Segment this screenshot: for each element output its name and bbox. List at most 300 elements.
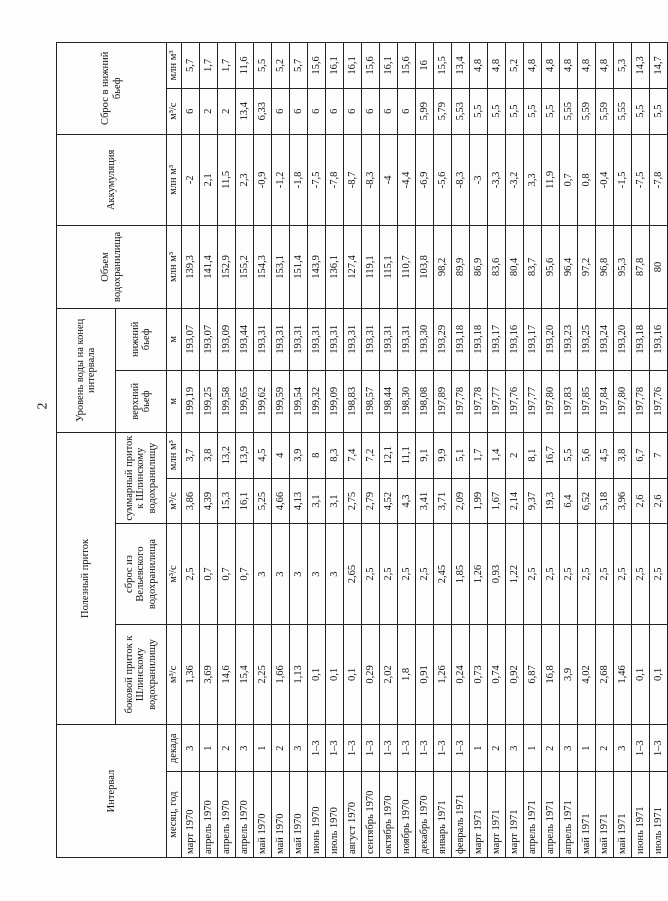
rotated-sheet bbox=[56, 42, 664, 858]
cell-discharge-velye: 2,5 bbox=[398, 524, 416, 624]
header-reservoir-volume: Объем водохранилища bbox=[57, 226, 167, 309]
table-row bbox=[596, 43, 614, 858]
cell-lower-pool: 193,07 bbox=[182, 308, 200, 370]
table-row bbox=[524, 43, 542, 858]
cell-total-inflow-volume: 5,6 bbox=[578, 432, 596, 478]
cell-upper-pool: 197,78 bbox=[632, 370, 650, 432]
table-row bbox=[308, 43, 326, 858]
cell-discharge-flow: 13,4 bbox=[236, 88, 254, 134]
cell-upper-pool: 198,57 bbox=[362, 370, 380, 432]
cell-month: март 1971 bbox=[506, 772, 524, 858]
table-row bbox=[254, 43, 272, 858]
cell-accumulation: -0,4 bbox=[596, 134, 614, 226]
cell-discharge-velye: 3 bbox=[290, 524, 308, 624]
cell-reservoir-volume: 153,1 bbox=[272, 226, 290, 309]
cell-discharge-flow: 5,59 bbox=[578, 88, 596, 134]
cell-decade: 1–3 bbox=[308, 725, 326, 772]
cell-decade: 2 bbox=[596, 725, 614, 772]
cell-accumulation: -7,8 bbox=[650, 134, 668, 226]
cell-upper-pool: 197,80 bbox=[614, 370, 632, 432]
cell-reservoir-volume: 95,3 bbox=[614, 226, 632, 309]
cell-discharge-volume: 16,1 bbox=[344, 43, 362, 89]
cell-side-inflow: 1,13 bbox=[290, 624, 308, 724]
cell-side-inflow: 1,66 bbox=[272, 624, 290, 724]
cell-reservoir-volume: 154,3 bbox=[254, 226, 272, 309]
cell-total-inflow-flow: 9,37 bbox=[524, 478, 542, 524]
cell-total-inflow-flow: 19,3 bbox=[542, 478, 560, 524]
cell-upper-pool: 197,80 bbox=[542, 370, 560, 432]
cell-upper-pool: 199,65 bbox=[236, 370, 254, 432]
cell-upper-pool: 198,30 bbox=[398, 370, 416, 432]
table-row bbox=[326, 43, 344, 858]
cell-lower-pool: 193,31 bbox=[344, 308, 362, 370]
cell-discharge-volume: 4,8 bbox=[596, 43, 614, 89]
cell-decade: 3 bbox=[560, 725, 578, 772]
cell-lower-pool: 193,17 bbox=[524, 308, 542, 370]
cell-upper-pool: 199,58 bbox=[218, 370, 236, 432]
cell-discharge-velye: 2,5 bbox=[650, 524, 668, 624]
cell-discharge-flow: 6 bbox=[326, 88, 344, 134]
header-discharge-lower: Сброс в нижний бьеф bbox=[57, 43, 167, 135]
cell-reservoir-volume: 143,9 bbox=[308, 226, 326, 309]
cell-discharge-volume: 16 bbox=[416, 43, 434, 89]
cell-accumulation: -8,7 bbox=[344, 134, 362, 226]
cell-upper-pool: 197,78 bbox=[470, 370, 488, 432]
cell-side-inflow: 14,6 bbox=[218, 624, 236, 724]
cell-accumulation: 2,3 bbox=[236, 134, 254, 226]
cell-lower-pool: 193,20 bbox=[614, 308, 632, 370]
cell-upper-pool: 199,62 bbox=[254, 370, 272, 432]
cell-discharge-velye: 2,5 bbox=[632, 524, 650, 624]
cell-accumulation: 2,1 bbox=[200, 134, 218, 226]
cell-discharge-volume: 5,2 bbox=[272, 43, 290, 89]
cell-discharge-flow: 5,5 bbox=[524, 88, 542, 134]
cell-decade: 1–3 bbox=[650, 725, 668, 772]
cell-total-inflow-volume: 9,1 bbox=[416, 432, 434, 478]
cell-accumulation: -5,6 bbox=[434, 134, 452, 226]
cell-reservoir-volume: 139,3 bbox=[182, 226, 200, 309]
table-row bbox=[560, 43, 578, 858]
cell-discharge-velye: 2,5 bbox=[524, 524, 542, 624]
cell-reservoir-volume: 97,2 bbox=[578, 226, 596, 309]
cell-total-inflow-volume: 6,7 bbox=[632, 432, 650, 478]
cell-accumulation: -6,9 bbox=[416, 134, 434, 226]
cell-discharge-volume: 1,7 bbox=[200, 43, 218, 89]
table-row bbox=[632, 43, 650, 858]
cell-total-inflow-flow: 6,4 bbox=[560, 478, 578, 524]
unit-discharge-flow: м³/с bbox=[167, 88, 182, 134]
cell-month: июнь 1971 bbox=[632, 772, 650, 858]
cell-month: май 1971 bbox=[596, 772, 614, 858]
cell-decade: 2 bbox=[272, 725, 290, 772]
cell-discharge-volume: 5,2 bbox=[506, 43, 524, 89]
cell-reservoir-volume: 115,1 bbox=[380, 226, 398, 309]
cell-accumulation: -0,9 bbox=[254, 134, 272, 226]
cell-accumulation: 3,3 bbox=[524, 134, 542, 226]
cell-accumulation: 0,8 bbox=[578, 134, 596, 226]
cell-total-inflow-volume: 1,4 bbox=[488, 432, 506, 478]
cell-discharge-flow: 5,5 bbox=[470, 88, 488, 134]
cell-discharge-volume: 5,7 bbox=[182, 43, 200, 89]
cell-upper-pool: 197,84 bbox=[596, 370, 614, 432]
table-row bbox=[398, 43, 416, 858]
cell-month: сентябрь 1970 bbox=[362, 772, 380, 858]
cell-total-inflow-volume: 5,1 bbox=[452, 432, 470, 478]
cell-lower-pool: 193,09 bbox=[218, 308, 236, 370]
cell-total-inflow-flow: 15,3 bbox=[218, 478, 236, 524]
table-row bbox=[362, 43, 380, 858]
cell-lower-pool: 193,18 bbox=[470, 308, 488, 370]
cell-discharge-volume: 1,7 bbox=[218, 43, 236, 89]
cell-month: июль 1970 bbox=[326, 772, 344, 858]
cell-discharge-flow: 5,53 bbox=[452, 88, 470, 134]
cell-discharge-volume: 16,1 bbox=[380, 43, 398, 89]
header-total-inflow: суммарный приток к Шлинскому водохранилищу bbox=[116, 432, 167, 524]
cell-decade: 1 bbox=[578, 725, 596, 772]
cell-total-inflow-flow: 3,1 bbox=[326, 478, 344, 524]
cell-discharge-volume: 5,5 bbox=[254, 43, 272, 89]
cell-reservoir-volume: 86,9 bbox=[470, 226, 488, 309]
cell-reservoir-volume: 89,9 bbox=[452, 226, 470, 309]
cell-decade: 3 bbox=[236, 725, 254, 772]
cell-total-inflow-flow: 4,66 bbox=[272, 478, 290, 524]
cell-total-inflow-flow: 2,79 bbox=[362, 478, 380, 524]
cell-total-inflow-flow: 6,52 bbox=[578, 478, 596, 524]
table-row bbox=[578, 43, 596, 858]
header-useful-inflow: Полезный приток bbox=[57, 432, 116, 724]
cell-accumulation: 11,9 bbox=[542, 134, 560, 226]
cell-discharge-flow: 5,79 bbox=[434, 88, 452, 134]
cell-discharge-velye: 1,22 bbox=[506, 524, 524, 624]
table-row bbox=[452, 43, 470, 858]
cell-reservoir-volume: 83,7 bbox=[524, 226, 542, 309]
cell-total-inflow-flow: 3,41 bbox=[416, 478, 434, 524]
cell-accumulation: -8,3 bbox=[362, 134, 380, 226]
cell-total-inflow-volume: 12,1 bbox=[380, 432, 398, 478]
cell-accumulation: -3,3 bbox=[488, 134, 506, 226]
cell-reservoir-volume: 98,2 bbox=[434, 226, 452, 309]
cell-total-inflow-flow: 3,86 bbox=[182, 478, 200, 524]
unit-reservoir-volume: млн м³ bbox=[167, 226, 182, 309]
table-row bbox=[380, 43, 398, 858]
cell-total-inflow-volume: 3,8 bbox=[200, 432, 218, 478]
header-upper-pool: верхний бьеф bbox=[116, 370, 167, 432]
cell-total-inflow-volume: 7 bbox=[650, 432, 668, 478]
cell-reservoir-volume: 103,8 bbox=[416, 226, 434, 309]
cell-month: январь 1971 bbox=[434, 772, 452, 858]
cell-upper-pool: 199,32 bbox=[308, 370, 326, 432]
cell-total-inflow-volume: 4,5 bbox=[596, 432, 614, 478]
unit-accumulation: млн м³ bbox=[167, 134, 182, 226]
cell-discharge-volume: 4,8 bbox=[542, 43, 560, 89]
cell-discharge-velye: 3 bbox=[254, 524, 272, 624]
cell-accumulation: -8,3 bbox=[452, 134, 470, 226]
cell-accumulation: -7,8 bbox=[326, 134, 344, 226]
cell-accumulation: -3,2 bbox=[506, 134, 524, 226]
cell-discharge-velye: 3 bbox=[326, 524, 344, 624]
cell-discharge-volume: 14,7 bbox=[650, 43, 668, 89]
header-water-level: Уровень воды на конец интервала bbox=[57, 308, 116, 432]
cell-total-inflow-flow: 1,67 bbox=[488, 478, 506, 524]
cell-reservoir-volume: 80 bbox=[650, 226, 668, 309]
cell-discharge-flow: 5,5 bbox=[506, 88, 524, 134]
cell-upper-pool: 198,83 bbox=[344, 370, 362, 432]
unit-discharge-volume: млн м³ bbox=[167, 43, 182, 89]
cell-side-inflow: 0,74 bbox=[488, 624, 506, 724]
cell-discharge-velye: 3 bbox=[308, 524, 326, 624]
cell-total-inflow-volume: 13,9 bbox=[236, 432, 254, 478]
cell-decade: 1–3 bbox=[452, 725, 470, 772]
cell-discharge-velye: 2,5 bbox=[362, 524, 380, 624]
cell-accumulation: -1,5 bbox=[614, 134, 632, 226]
cell-month: апрель 1970 bbox=[236, 772, 254, 858]
cell-discharge-volume: 13,4 bbox=[452, 43, 470, 89]
cell-discharge-flow: 5,55 bbox=[560, 88, 578, 134]
cell-lower-pool: 193,44 bbox=[236, 308, 254, 370]
cell-total-inflow-volume: 3,9 bbox=[290, 432, 308, 478]
cell-accumulation: -1,2 bbox=[272, 134, 290, 226]
cell-discharge-flow: 5,59 bbox=[596, 88, 614, 134]
cell-discharge-flow: 6 bbox=[182, 88, 200, 134]
cell-discharge-velye: 2,5 bbox=[614, 524, 632, 624]
cell-lower-pool: 193,31 bbox=[362, 308, 380, 370]
table-row bbox=[272, 43, 290, 858]
cell-reservoir-volume: 141,4 bbox=[200, 226, 218, 309]
cell-month: декабрь 1970 bbox=[416, 772, 434, 858]
cell-total-inflow-volume: 5,5 bbox=[560, 432, 578, 478]
cell-discharge-velye: 2,5 bbox=[542, 524, 560, 624]
table-row bbox=[470, 43, 488, 858]
cell-reservoir-volume: 110,7 bbox=[398, 226, 416, 309]
table-row bbox=[200, 43, 218, 858]
cell-discharge-flow: 2 bbox=[218, 88, 236, 134]
cell-month: май 1971 bbox=[614, 772, 632, 858]
table-header bbox=[57, 43, 182, 858]
cell-discharge-flow: 2 bbox=[200, 88, 218, 134]
cell-total-inflow-volume: 1,7 bbox=[470, 432, 488, 478]
cell-decade: 2 bbox=[542, 725, 560, 772]
cell-reservoir-volume: 127,4 bbox=[344, 226, 362, 309]
cell-side-inflow: 6,87 bbox=[524, 624, 542, 724]
cell-decade: 1 bbox=[470, 725, 488, 772]
cell-discharge-velye: 0,7 bbox=[200, 524, 218, 624]
cell-discharge-velye: 2,65 bbox=[344, 524, 362, 624]
cell-decade: 1 bbox=[254, 725, 272, 772]
cell-total-inflow-volume: 8,1 bbox=[524, 432, 542, 478]
cell-discharge-flow: 5,5 bbox=[488, 88, 506, 134]
cell-accumulation: -4 bbox=[380, 134, 398, 226]
cell-decade: 3 bbox=[614, 725, 632, 772]
cell-upper-pool: 197,76 bbox=[650, 370, 668, 432]
cell-month: март 1971 bbox=[488, 772, 506, 858]
cell-decade: 1–3 bbox=[632, 725, 650, 772]
table-body bbox=[182, 43, 668, 858]
cell-side-inflow: 1,46 bbox=[614, 624, 632, 724]
cell-lower-pool: 193,24 bbox=[596, 308, 614, 370]
cell-accumulation: -2 bbox=[182, 134, 200, 226]
cell-lower-pool: 193,17 bbox=[488, 308, 506, 370]
cell-month: май 1970 bbox=[272, 772, 290, 858]
header-decade: декада bbox=[167, 725, 182, 772]
cell-month: май 1971 bbox=[578, 772, 596, 858]
cell-lower-pool: 193,31 bbox=[398, 308, 416, 370]
cell-side-inflow: 1,8 bbox=[398, 624, 416, 724]
cell-decade: 2 bbox=[488, 725, 506, 772]
cell-month: апрель 1970 bbox=[218, 772, 236, 858]
cell-month: август 1970 bbox=[344, 772, 362, 858]
cell-discharge-volume: 14,3 bbox=[632, 43, 650, 89]
cell-reservoir-volume: 83,6 bbox=[488, 226, 506, 309]
cell-side-inflow: 0,1 bbox=[632, 624, 650, 724]
table-row bbox=[542, 43, 560, 858]
cell-upper-pool: 197,83 bbox=[560, 370, 578, 432]
cell-side-inflow: 0,1 bbox=[344, 624, 362, 724]
cell-side-inflow: 16,8 bbox=[542, 624, 560, 724]
cell-total-inflow-flow: 2,6 bbox=[632, 478, 650, 524]
unit-total-flow: м³/с bbox=[167, 478, 182, 524]
table-row bbox=[182, 43, 200, 858]
table-row bbox=[416, 43, 434, 858]
cell-side-inflow: 0,73 bbox=[470, 624, 488, 724]
cell-discharge-velye: 2,5 bbox=[416, 524, 434, 624]
cell-lower-pool: 193,18 bbox=[452, 308, 470, 370]
cell-discharge-velye: 1,26 bbox=[470, 524, 488, 624]
cell-decade: 3 bbox=[506, 725, 524, 772]
cell-discharge-velye: 0,7 bbox=[236, 524, 254, 624]
cell-total-inflow-flow: 16,1 bbox=[236, 478, 254, 524]
cell-side-inflow: 1,26 bbox=[434, 624, 452, 724]
cell-discharge-volume: 15,6 bbox=[308, 43, 326, 89]
cell-accumulation: -4,4 bbox=[398, 134, 416, 226]
cell-decade: 1–3 bbox=[416, 725, 434, 772]
cell-reservoir-volume: 152,9 bbox=[218, 226, 236, 309]
cell-lower-pool: 193,20 bbox=[542, 308, 560, 370]
cell-upper-pool: 197,78 bbox=[452, 370, 470, 432]
table-row bbox=[344, 43, 362, 858]
cell-month: апрель 1970 bbox=[200, 772, 218, 858]
cell-month: ноябрь 1970 bbox=[398, 772, 416, 858]
cell-reservoir-volume: 80,4 bbox=[506, 226, 524, 309]
unit-side-inflow: м³/с bbox=[167, 624, 182, 724]
cell-discharge-velye: 2,5 bbox=[578, 524, 596, 624]
cell-total-inflow-flow: 2,14 bbox=[506, 478, 524, 524]
cell-side-inflow: 15,4 bbox=[236, 624, 254, 724]
cell-total-inflow-volume: 4,5 bbox=[254, 432, 272, 478]
cell-lower-pool: 193,31 bbox=[272, 308, 290, 370]
cell-discharge-flow: 6 bbox=[272, 88, 290, 134]
cell-side-inflow: 0,91 bbox=[416, 624, 434, 724]
cell-decade: 1–3 bbox=[326, 725, 344, 772]
cell-discharge-volume: 15,6 bbox=[398, 43, 416, 89]
cell-decade: 1–3 bbox=[344, 725, 362, 772]
cell-side-inflow: 0,92 bbox=[506, 624, 524, 724]
cell-discharge-velye: 3 bbox=[272, 524, 290, 624]
cell-discharge-volume: 5,3 bbox=[614, 43, 632, 89]
cell-decade: 1–3 bbox=[434, 725, 452, 772]
cell-decade: 3 bbox=[290, 725, 308, 772]
cell-lower-pool: 193,16 bbox=[650, 308, 668, 370]
unit-total-volume: млн м³ bbox=[167, 432, 182, 478]
cell-upper-pool: 199,19 bbox=[182, 370, 200, 432]
cell-total-inflow-flow: 5,18 bbox=[596, 478, 614, 524]
cell-reservoir-volume: 96,4 bbox=[560, 226, 578, 309]
cell-side-inflow: 2,25 bbox=[254, 624, 272, 724]
cell-lower-pool: 193,31 bbox=[326, 308, 344, 370]
table-row bbox=[434, 43, 452, 858]
cell-discharge-volume: 5,7 bbox=[290, 43, 308, 89]
cell-discharge-volume: 15,6 bbox=[362, 43, 380, 89]
cell-discharge-velye: 0,93 bbox=[488, 524, 506, 624]
cell-side-inflow: 0,1 bbox=[308, 624, 326, 724]
cell-lower-pool: 193,07 bbox=[200, 308, 218, 370]
cell-discharge-velye: 2,45 bbox=[434, 524, 452, 624]
cell-total-inflow-volume: 2 bbox=[506, 432, 524, 478]
header-accumulation: Аккумуляция bbox=[57, 134, 167, 226]
cell-discharge-flow: 5,99 bbox=[416, 88, 434, 134]
cell-month: март 1971 bbox=[470, 772, 488, 858]
cell-discharge-velye: 2,5 bbox=[182, 524, 200, 624]
cell-lower-pool: 193,23 bbox=[560, 308, 578, 370]
cell-total-inflow-volume: 9,9 bbox=[434, 432, 452, 478]
cell-accumulation: -7,5 bbox=[308, 134, 326, 226]
cell-discharge-volume: 11,6 bbox=[236, 43, 254, 89]
unit-lower-pool: м bbox=[167, 308, 182, 370]
cell-accumulation: -1,8 bbox=[290, 134, 308, 226]
table-row bbox=[218, 43, 236, 858]
cell-total-inflow-volume: 7,4 bbox=[344, 432, 362, 478]
cell-month: май 1970 bbox=[290, 772, 308, 858]
cell-month: апрель 1971 bbox=[560, 772, 578, 858]
cell-upper-pool: 197,77 bbox=[488, 370, 506, 432]
cell-discharge-volume: 4,8 bbox=[470, 43, 488, 89]
cell-month: февраль 1971 bbox=[452, 772, 470, 858]
cell-total-inflow-volume: 7,2 bbox=[362, 432, 380, 478]
cell-discharge-volume: 4,8 bbox=[524, 43, 542, 89]
cell-decade: 1–3 bbox=[362, 725, 380, 772]
cell-accumulation: -3 bbox=[470, 134, 488, 226]
table-row bbox=[506, 43, 524, 858]
cell-discharge-volume: 15,5 bbox=[434, 43, 452, 89]
cell-side-inflow: 2,02 bbox=[380, 624, 398, 724]
cell-discharge-flow: 6 bbox=[308, 88, 326, 134]
cell-reservoir-volume: 136,1 bbox=[326, 226, 344, 309]
header-discharge-velye: сброс из Вельевского водохранилища bbox=[116, 524, 167, 624]
cell-discharge-flow: 6 bbox=[398, 88, 416, 134]
cell-reservoir-volume: 95,6 bbox=[542, 226, 560, 309]
cell-total-inflow-flow: 5,25 bbox=[254, 478, 272, 524]
cell-discharge-flow: 5,55 bbox=[614, 88, 632, 134]
cell-upper-pool: 197,76 bbox=[506, 370, 524, 432]
page-number: 2 bbox=[35, 402, 51, 410]
cell-discharge-velye: 2,5 bbox=[596, 524, 614, 624]
cell-upper-pool: 199,09 bbox=[326, 370, 344, 432]
cell-total-inflow-volume: 11,1 bbox=[398, 432, 416, 478]
cell-total-inflow-flow: 3,1 bbox=[308, 478, 326, 524]
cell-decade: 1–3 bbox=[380, 725, 398, 772]
cell-accumulation: 0,7 bbox=[560, 134, 578, 226]
unit-discharge-velye: м³/с bbox=[167, 524, 182, 624]
cell-discharge-volume: 4,8 bbox=[488, 43, 506, 89]
reservoir-table bbox=[56, 42, 668, 858]
cell-accumulation: 11,5 bbox=[218, 134, 236, 226]
cell-reservoir-volume: 119,1 bbox=[362, 226, 380, 309]
unit-upper-pool: м bbox=[167, 370, 182, 432]
cell-total-inflow-flow: 3,71 bbox=[434, 478, 452, 524]
cell-upper-pool: 199,25 bbox=[200, 370, 218, 432]
cell-decade: 3 bbox=[182, 725, 200, 772]
cell-side-inflow: 3,69 bbox=[200, 624, 218, 724]
cell-total-inflow-flow: 4,52 bbox=[380, 478, 398, 524]
